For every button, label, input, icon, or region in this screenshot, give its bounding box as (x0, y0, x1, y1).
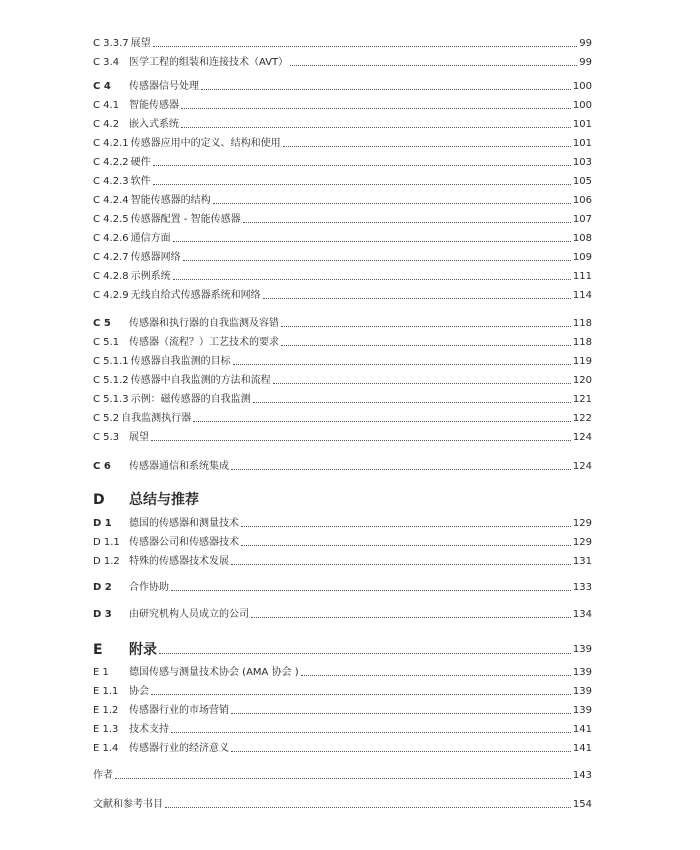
toc-entry-number: D 1.2 (93, 556, 120, 567)
toc-entry-number: C 4.2.5 (93, 214, 129, 225)
toc-entry-page: 124 (572, 432, 592, 443)
toc-entry-title: 技术支持 (129, 724, 169, 735)
toc-entry-page: 99 (579, 57, 592, 68)
dot-leader (283, 146, 571, 147)
toc-entry-number: C 4.2.1 (93, 138, 129, 149)
toc-entry[interactable] (93, 314, 592, 330)
toc-entry-page: 139 (572, 686, 592, 697)
toc-entry[interactable] (93, 248, 592, 264)
dot-leader (153, 46, 578, 47)
toc-entry[interactable] (93, 191, 592, 207)
toc-entry-title: 通信方面 (130, 233, 171, 244)
toc-entry-page: 101 (572, 138, 592, 149)
toc-entry-page: 103 (572, 157, 592, 168)
toc-entry[interactable] (93, 134, 592, 150)
toc-entry-number: E 1.3 (93, 724, 119, 735)
toc-entry[interactable] (93, 638, 592, 658)
toc-entry-page: 101 (572, 119, 592, 130)
dot-leader (115, 778, 571, 779)
toc-entry-number: C 4.2.3 (93, 176, 129, 187)
toc-entry-page: 106 (572, 195, 592, 206)
toc-entry[interactable] (93, 578, 592, 594)
toc-entry[interactable] (93, 533, 592, 549)
dot-leader (290, 65, 577, 66)
toc-entry-number: C 5.3 (93, 432, 120, 443)
dot-leader (181, 127, 571, 128)
toc-entry-title: 示例系统 (130, 271, 171, 282)
dot-leader (231, 713, 571, 714)
toc-entry-number: C 3.4 (93, 57, 120, 68)
toc-entry-title: 传感器公司和传感器技术 (129, 537, 239, 548)
toc-entry-page: 133 (572, 582, 592, 593)
toc-entry-title: 总结与推荐 (129, 492, 199, 508)
toc-entry-page: 111 (572, 271, 592, 282)
toc-entry-page: 141 (572, 724, 592, 735)
dot-leader (301, 675, 571, 676)
toc-entry-number: C 5.1.2 (93, 375, 129, 386)
toc-entry-title: 传感器中自我监测的方法和流程 (130, 375, 271, 386)
toc-entry[interactable] (93, 739, 592, 755)
toc-entry-title: 示例：磁传感器的自我监测 (130, 394, 251, 405)
toc-entry-title: 文献和参考书目 (93, 799, 163, 810)
toc-entry-page: 107 (572, 214, 592, 225)
toc-entry-number: C 5.1.1 (93, 356, 129, 367)
dot-leader (263, 298, 571, 299)
dot-leader (153, 184, 571, 185)
toc-entry-page: 143 (572, 770, 592, 781)
dot-leader (171, 590, 571, 591)
toc-entry[interactable] (93, 701, 592, 717)
toc-entry[interactable] (93, 682, 592, 698)
toc-entry-title: 传感器信号处理 (129, 81, 199, 92)
dot-leader (165, 807, 571, 808)
toc-entry-title: 传感器应用中的定义、结构和使用 (130, 138, 281, 149)
toc-entry[interactable] (93, 34, 592, 50)
toc-entry-number: C 6 (93, 461, 111, 472)
toc-entry-title: 由研究机构人员成立的公司 (129, 609, 249, 620)
toc-entry-number: D (93, 492, 105, 508)
dot-leader (173, 241, 571, 242)
toc-entry[interactable] (93, 153, 592, 169)
toc-entry[interactable] (93, 172, 592, 188)
toc-entry[interactable] (93, 552, 592, 568)
dot-leader (233, 364, 571, 365)
toc-entry-page: 120 (572, 375, 592, 386)
toc-entry-title: 嵌入式系统 (129, 119, 179, 130)
toc-entry-page: 121 (572, 394, 592, 405)
dot-leader (183, 260, 571, 261)
toc-entry[interactable] (93, 77, 592, 93)
toc-entry-title: 智能传感器的结构 (130, 195, 211, 206)
toc-entry-page: 124 (572, 461, 592, 472)
toc-entry[interactable] (93, 267, 592, 283)
toc-entry-number: C 4.2.4 (93, 195, 129, 206)
toc-entry-number: C 5.1 (93, 337, 120, 348)
toc-entry[interactable] (93, 409, 592, 425)
toc-entry-title: 传感器（流程？）工艺技术的要求 (129, 337, 279, 348)
dot-leader (193, 421, 571, 422)
toc-entry-title: 德国传感与测量技术协会 (AMA 协会 ) (129, 667, 299, 678)
toc-entry-title: 传感器自我监测的目标 (130, 356, 231, 367)
toc-entry[interactable] (93, 333, 592, 349)
toc-entry[interactable] (93, 210, 592, 226)
toc-entry-page: 154 (572, 799, 592, 810)
toc-entry-page: 141 (572, 743, 592, 754)
toc-entry-number: C 4.2.6 (93, 233, 129, 244)
toc-entry-page: 108 (572, 233, 592, 244)
toc-entry-title: 展望 (129, 432, 149, 443)
toc-entry-title: 传感器网络 (130, 252, 181, 263)
toc-entry[interactable] (93, 115, 592, 131)
dot-leader (201, 89, 571, 90)
toc-entry-page: 114 (572, 290, 592, 301)
toc-entry-number: C 5.2 (93, 413, 120, 424)
toc-entry-number: D 3 (93, 609, 112, 620)
dot-leader (243, 222, 571, 223)
dot-leader (253, 402, 571, 403)
toc-entry[interactable] (93, 371, 592, 387)
toc-entry[interactable] (93, 53, 592, 69)
dot-leader (241, 526, 571, 527)
toc-entry-title: 作者 (93, 770, 113, 781)
toc-entry-page: 129 (572, 518, 592, 529)
toc-entry-page: 118 (572, 337, 592, 348)
toc-entry-page: 105 (572, 176, 592, 187)
toc-entry-number: C 5 (93, 318, 111, 329)
dot-leader (181, 108, 571, 109)
dot-leader (173, 279, 571, 280)
toc-entry-title: 附录 (129, 642, 157, 658)
dot-leader (171, 732, 571, 733)
toc-entry-number: C 4.2.8 (93, 271, 129, 282)
toc-entry[interactable] (93, 766, 592, 782)
toc-entry[interactable] (93, 663, 592, 679)
toc-entry-number: C 5.1.3 (93, 394, 129, 405)
toc-entry-title: 传感器配置 - 智能传感器 (130, 214, 241, 225)
toc-entry-title: 传感器行业的经济意义 (129, 743, 229, 754)
toc-entry-number: E 1.4 (93, 743, 119, 754)
toc-entry-page: 131 (572, 556, 592, 567)
toc-entry-page: 139 (572, 705, 592, 716)
toc-entry-number: D 1.1 (93, 537, 120, 548)
toc-entry-title: 软件 (130, 176, 151, 187)
toc-entry-page: 100 (572, 81, 592, 92)
toc-entry-page: 122 (572, 413, 592, 424)
toc-entry-number: C 4.2.2 (93, 157, 129, 168)
toc-entry-title: 硬件 (130, 157, 151, 168)
dot-leader (281, 345, 571, 346)
toc-entry[interactable] (93, 286, 592, 302)
dot-leader (151, 694, 571, 695)
toc-entry-page: 129 (572, 537, 592, 548)
toc-entry[interactable] (93, 229, 592, 245)
dot-leader (213, 203, 571, 204)
toc-entry[interactable] (93, 390, 592, 406)
toc-entry[interactable] (93, 96, 592, 112)
dot-leader (241, 545, 571, 546)
toc-entry-number: E 1 (93, 667, 109, 678)
toc-entry-page: 118 (572, 318, 592, 329)
toc-entry-title: 德国的传感器和测量技术 (129, 518, 239, 529)
toc-entry-title: 传感器行业的市场营销 (129, 705, 229, 716)
toc-entry-page: 139 (572, 644, 592, 655)
toc-entry[interactable] (93, 795, 592, 811)
toc-entry[interactable] (93, 428, 592, 444)
toc-entry[interactable] (93, 720, 592, 736)
toc-entry-page: 119 (572, 356, 592, 367)
toc-entry-number: D 2 (93, 582, 112, 593)
toc-entry[interactable] (93, 352, 592, 368)
toc-entry-page: 99 (579, 38, 592, 49)
toc-entry-number: C 4 (93, 81, 111, 92)
dot-leader (231, 564, 571, 565)
toc-entry[interactable] (93, 488, 592, 508)
toc-entry-number: C 3.3.7 (93, 38, 129, 49)
dot-leader (281, 326, 571, 327)
toc-entry-title: 自我监测执行器 (121, 413, 192, 424)
toc-entry-number: E 1.1 (93, 686, 119, 697)
dot-leader (231, 469, 571, 470)
toc-entry-page: 134 (572, 609, 592, 620)
dot-leader (151, 440, 571, 441)
dot-leader (273, 383, 571, 384)
toc-entry-title: 传感器和执行器的自我监测及容错 (129, 318, 279, 329)
toc-entry[interactable] (93, 514, 592, 530)
toc-entry-title: 合作协助 (129, 582, 169, 593)
toc-entry-number: E 1.2 (93, 705, 119, 716)
toc-entry-title: 传感器通信和系统集成 (129, 461, 229, 472)
toc-entry-number: C 4.1 (93, 100, 120, 111)
toc-entry-page: 139 (572, 667, 592, 678)
toc-entry[interactable] (93, 457, 592, 473)
dot-leader (159, 653, 571, 654)
toc-entry-title: 特殊的传感器技术发展 (129, 556, 229, 567)
toc-entry-number: E (93, 642, 103, 658)
dot-leader (231, 751, 571, 752)
toc-entry-title: 无线自给式传感器系统和网络 (130, 290, 261, 301)
toc-entry-page: 100 (572, 100, 592, 111)
toc-entry-title: 展望 (130, 38, 151, 49)
toc-entry-title: 医学工程的组装和连接技术（AVT） (129, 57, 289, 68)
toc-entry-number: C 4.2 (93, 119, 120, 130)
dot-leader (153, 165, 571, 166)
dot-leader (251, 617, 571, 618)
toc-entry-title: 协会 (129, 686, 149, 697)
toc-entry-number: D 1 (93, 518, 112, 529)
toc-entry-page: 109 (572, 252, 592, 263)
toc-entry-number: C 4.2.9 (93, 290, 129, 301)
toc-entry[interactable] (93, 605, 592, 621)
toc-entry-title: 智能传感器 (129, 100, 179, 111)
toc-entry-number: C 4.2.7 (93, 252, 129, 263)
